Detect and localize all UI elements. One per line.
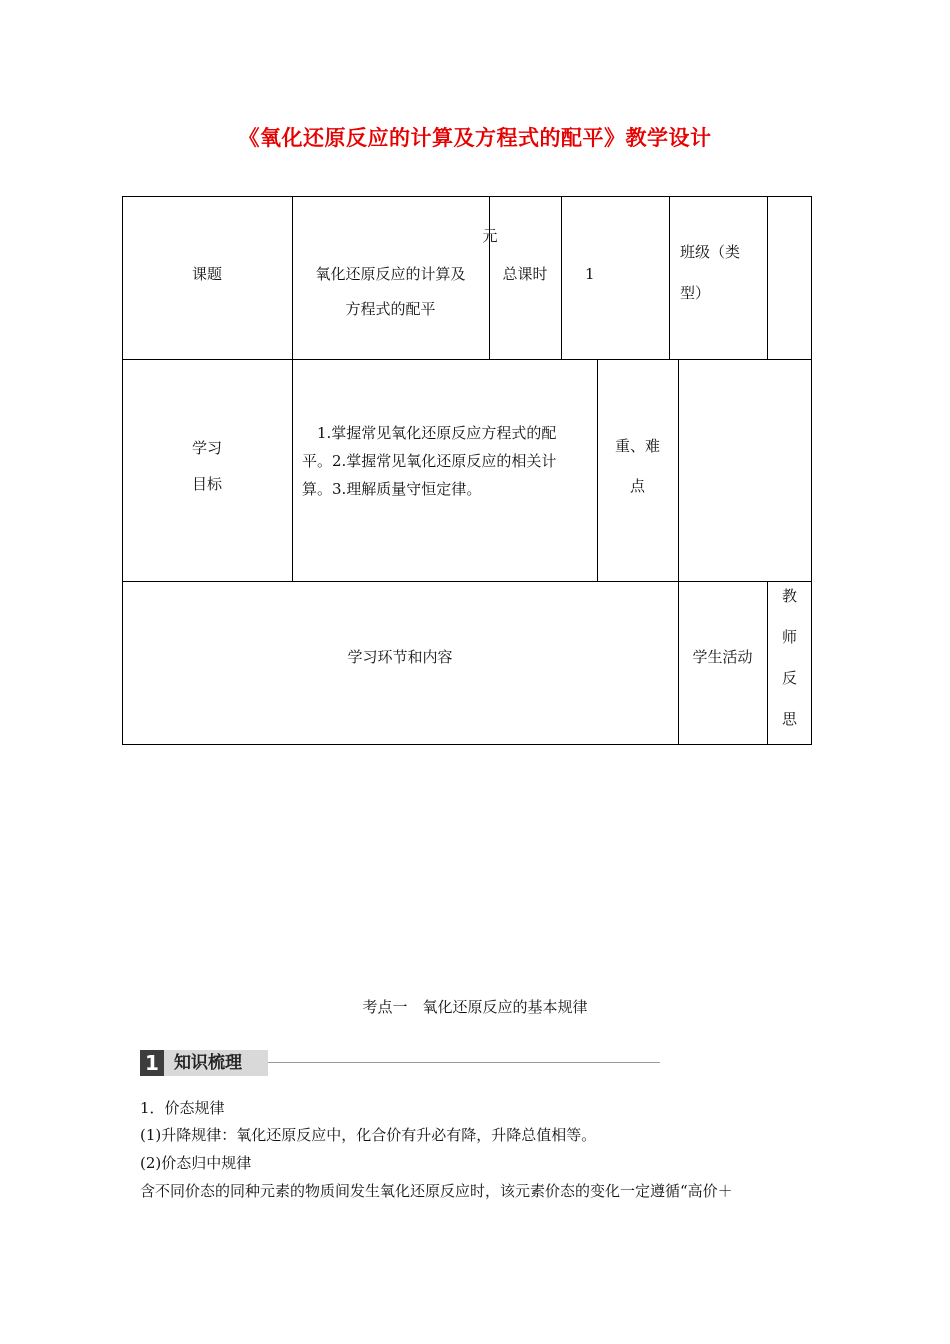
topic-value-line1: 氧化还原反应的计算及 — [315, 265, 466, 283]
total-hours-label: 总课时 — [502, 265, 548, 283]
table-col-divider — [561, 196, 562, 359]
reflection-char: 反 — [781, 669, 797, 687]
reflection-char: 思 — [781, 710, 797, 728]
paragraph-line: 含不同价态的同种元素的物质间发生氧化还原反应时，该元素价态的变化一定遵循“高价＋ — [140, 1182, 733, 1200]
banner-rule — [268, 1062, 660, 1063]
goal-label-line1: 学习 — [191, 439, 222, 457]
section-heading: 考点一 氧化还原反应的基本规律 — [362, 998, 588, 1016]
paragraph-line: (1)升降规律：氧化还原反应中，化合价有升必有降，升降总值相等。 — [140, 1126, 597, 1144]
goal-line2: 平。2.掌握常见氧化还原反应的相关计 — [302, 452, 557, 470]
class-type-line1: 班级（类 — [680, 243, 741, 261]
table-col-divider — [767, 196, 768, 359]
key-label-line2: 点 — [629, 477, 645, 495]
table-row-divider — [122, 359, 812, 360]
table-col-divider — [292, 359, 293, 581]
paragraph-line: (2)价态归中规律 — [140, 1154, 252, 1172]
paragraph-line: 1．价态规律 — [140, 1099, 225, 1117]
banner-label: 知识梳理 — [164, 1050, 268, 1076]
table-col-divider — [678, 359, 679, 581]
class-type-line2: 型） — [680, 284, 711, 302]
key-label-line1: 重、难 — [614, 437, 660, 455]
unit-char: 元 — [482, 227, 498, 245]
reflection-char: 师 — [781, 628, 797, 646]
total-hours-value: 1 — [585, 265, 595, 283]
table-row-divider — [122, 581, 812, 582]
banner-number: 1 — [140, 1050, 164, 1076]
goal-line3: 算。3.理解质量守恒定律。 — [302, 480, 482, 498]
goal-line1: 1.掌握常见氧化还原反应方程式的配 — [317, 424, 557, 442]
table-col-divider — [669, 196, 670, 359]
student-activity-label: 学生活动 — [692, 648, 753, 666]
topic-value-line2: 方程式的配平 — [345, 300, 436, 318]
table-col-divider — [597, 359, 598, 581]
document-title: 《氧化还原反应的计算及方程式的配平》教学设计 — [238, 125, 712, 150]
topic-label: 课题 — [191, 265, 222, 283]
reflection-char: 教 — [781, 587, 797, 605]
content-label: 学习环节和内容 — [347, 648, 453, 666]
goal-label-line2: 目标 — [191, 475, 222, 493]
